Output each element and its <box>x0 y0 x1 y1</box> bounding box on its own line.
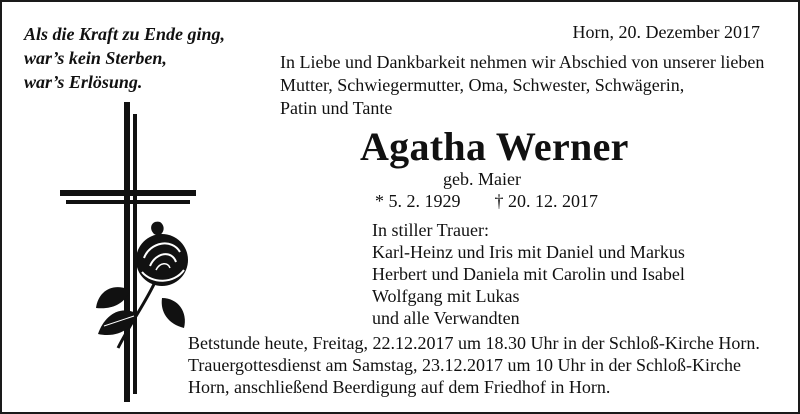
service-line: Betstunde heute, Freitag, 22.12.2017 um 18.30 Uhr in der Schloß-Kirche Horn. <box>188 333 760 353</box>
mourner-line: Wolfgang mit Lukas <box>372 286 520 306</box>
death-date: † 20. 12. 2017 <box>494 191 598 211</box>
intro-line: Mutter, Schwiegermutter, Oma, Schwester, Schwägerin, <box>280 75 685 95</box>
memorial-quote <box>24 22 225 94</box>
cross-with-rose-icon <box>60 102 200 402</box>
mourners-list <box>372 219 685 329</box>
mourner-line: Herbert und Daniela mit Carolin und Isabel <box>372 264 685 284</box>
service-line: Trauergottesdienst am Samstag, 23.12.2017 um 10 Uhr in der Schloß-Kirche <box>188 355 741 375</box>
notice-date: Horn, 20. Dezember 2017 <box>572 22 760 42</box>
maiden-name: geb. Maier <box>443 169 521 189</box>
life-dates <box>375 190 598 212</box>
intro-line: In Liebe und Dankbarkeit nehmen wir Abschied von unserer lieben <box>280 52 765 72</box>
mourner-line: Karl-Heinz und Iris mit Daniel und Markus <box>372 242 685 262</box>
intro-line: Patin und Tante <box>280 98 393 118</box>
deceased-name: Agatha Werner <box>360 124 629 169</box>
farewell-intro <box>280 51 764 120</box>
mourners-heading: In stiller Trauer: <box>372 220 489 240</box>
quote-line: Als die Kraft zu Ende ging, <box>24 24 226 44</box>
rose-icon <box>96 222 188 348</box>
service-line: Horn, anschließend Beerdigung auf dem Friedhof in Horn. <box>188 377 611 397</box>
birth-date: * 5. 2. 1929 <box>375 191 461 211</box>
service-details <box>188 332 760 398</box>
quote-line: war’s kein Sterben, <box>24 48 167 68</box>
quote-line: war’s Erlösung. <box>24 72 143 92</box>
mourner-line: und alle Verwandten <box>372 308 520 328</box>
